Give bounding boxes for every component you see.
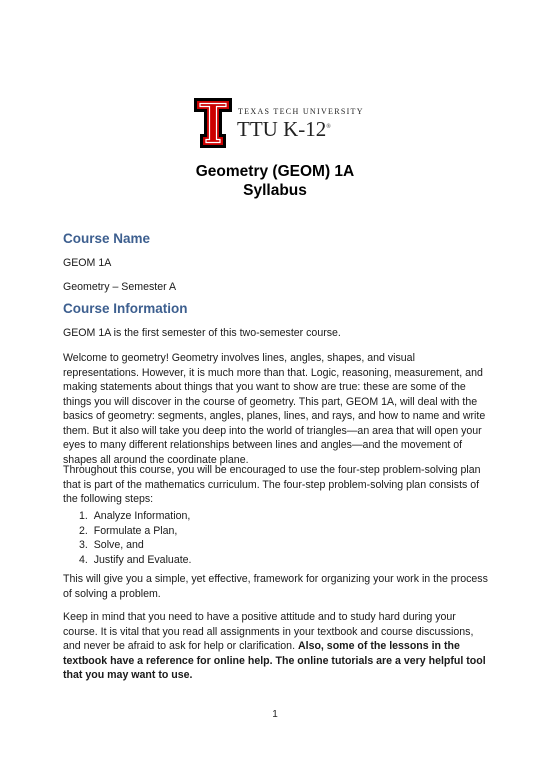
course-name-heading: Course Name [63, 231, 151, 246]
double-t-logo-icon [193, 97, 233, 149]
list-item: 4. Justify and Evaluate. [79, 553, 192, 566]
problem-solving-paragraph: Throughout this course, you will be encouraged to use the four-step problem-solving plan that is part of the mathematics curriculum. The four-step problem-solving plan consists of the following steps: [63, 464, 481, 505]
attitude-paragraph [63, 610, 493, 683]
course-code: GEOM 1A [63, 257, 112, 269]
problem-solving-steps-list [79, 509, 192, 567]
list-item: 2. Formulate a Plan, [79, 524, 178, 537]
course-intro-paragraph: GEOM 1A is the first semester of this two-semester course. [63, 327, 341, 339]
list-item: 3. Solve, and [79, 539, 144, 551]
course-information-heading: Course Information [63, 301, 188, 316]
framework-paragraph: This will give you a simple, yet effective, framework for organizing your work in the process of solving a problem. [63, 573, 488, 600]
list-item: 1. Analyze Information, [79, 510, 191, 522]
page-number: 1 [272, 709, 278, 720]
welcome-paragraph: Welcome to geometry! Geometry involves lines, angles, shapes, and visual representations. However, it is much more than that. Logic, reasoning, measurement, and making statements about things that you want to show are true: these are some of the things you will discover in the course of geometry. This part, GEOM 1A, will deal with the basics of geometry: segments, angles, planes, lines, and rays, and how to name and write them. But it also will take you deep into the world of triangles—an area that will open your eyes to many different relationships between lines and angles—and the movement of shapes all around the coordinate plane. [63, 352, 486, 466]
ttu-k12-logo [193, 97, 363, 149]
attitude-bold-text: Also, some of the lessons in the textbook have a reference for online help. The online tutorials are a very helpful tool that you may want to use. [63, 640, 486, 681]
logo-university-text: TEXAS TECH UNIVERSITY [238, 107, 364, 116]
logo-program-text: TTU K-12® [237, 117, 331, 141]
attitude-text: Keep in mind that you need to have a positive attitude and to study hard during your course. It is vital that you read all assignments in your textbook and course discussions, and never be afraid to ask for help or clarification. [63, 611, 474, 652]
page-title: Geometry (GEOM) 1A [195, 163, 355, 180]
course-full-name: Geometry – Semester A [63, 281, 177, 293]
page-subtitle: Syllabus [243, 182, 307, 199]
